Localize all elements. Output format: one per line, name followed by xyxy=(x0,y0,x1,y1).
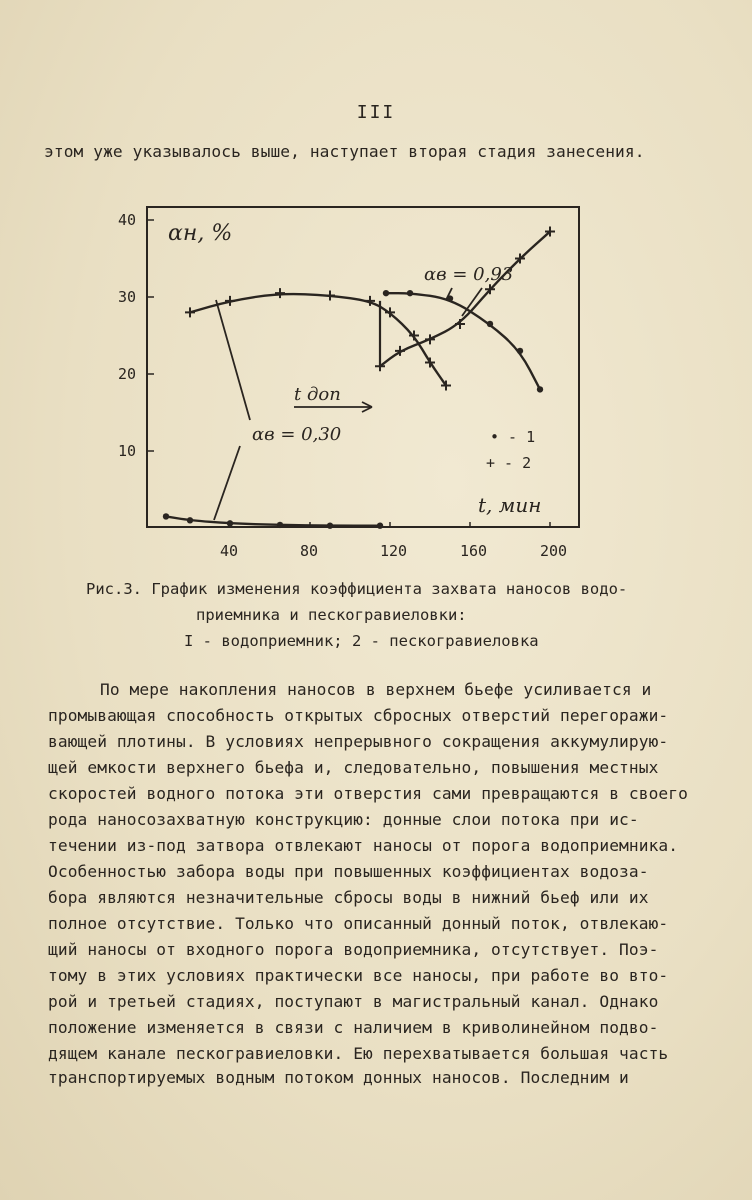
paragraph-line: вающей плотины. В условиях непрерывного сокращения аккумулирую- xyxy=(48,732,669,751)
data-point-plus xyxy=(275,288,285,298)
paragraph-line: полное отсутствие. Только что описанный донный поток, отвлекаю- xyxy=(48,914,669,933)
data-point-dot xyxy=(163,513,169,519)
data-point-plus xyxy=(455,319,465,329)
caption-line-1: Рис.3. График изменения коэффициента захвата наносов водо- xyxy=(86,580,628,598)
y-tick-label: 20 xyxy=(118,365,137,383)
paragraph-line: промывающая способность открытых сбросных отверстий перегоражи- xyxy=(48,706,669,725)
paragraph-line: щий наносы от входного порога водоприемника, отсутствует. Поэ- xyxy=(48,940,659,959)
paragraph-line: дящем канале пескогравиеловки. Ею перехватывается большая часть xyxy=(48,1044,669,1063)
annotation-alpha-low: αв = 0,30 xyxy=(252,424,342,445)
leader-line xyxy=(216,300,250,420)
caption-line-2: приемника и пескогравиеловки: xyxy=(196,606,467,624)
legend-entry-2: + - 2 xyxy=(486,454,532,472)
data-point-dot xyxy=(517,348,523,354)
paragraph-line: щей емкости верхнего бьефа и, следовательно, повышения местных xyxy=(48,758,659,777)
annotation-t-allowed: t доп xyxy=(294,384,341,405)
y-tick-label: 40 xyxy=(118,211,137,229)
page-number: III xyxy=(356,102,396,123)
x-tick-label: 80 xyxy=(300,542,319,560)
data-point-plus xyxy=(225,296,235,306)
legend-entry-1: • - 1 xyxy=(490,428,536,446)
data-point-dot xyxy=(327,522,333,528)
data-point-plus xyxy=(425,334,435,344)
data-point-dot xyxy=(383,290,389,296)
data-point-dot xyxy=(537,386,543,392)
x-tick-label: 160 xyxy=(460,542,488,560)
data-point-dot xyxy=(277,522,283,528)
data-point-dot xyxy=(407,290,413,296)
paragraph-line: скоростей водного потока эти отверстия сами превращаются в своего xyxy=(48,784,688,803)
data-point-dot xyxy=(187,517,193,523)
data-point-dot xyxy=(487,321,493,327)
annotation-alpha-high: αв = 0,93 xyxy=(424,264,514,285)
paragraph-line: положение изменяется в связи с наличием в криволинейном подво- xyxy=(48,1018,659,1037)
top-text-line: этом уже указывалось выше, наступает вторая стадия занесения. xyxy=(44,142,645,161)
series-line xyxy=(380,232,550,367)
paragraph-line: тому в этих условиях практически все наносы, при работе во вто- xyxy=(48,966,669,985)
series-line xyxy=(190,294,446,386)
data-point-dot xyxy=(227,520,233,526)
x-tick-label: 120 xyxy=(380,542,408,560)
data-point-plus xyxy=(325,290,335,300)
paragraph-line: Особенностью забора воды при повышенных коэффициентах водоза- xyxy=(48,862,649,881)
x-axis-label: t, мин xyxy=(478,493,542,517)
leader-line xyxy=(214,446,240,520)
paragraph-line: транспортируемых водным потоком донных наносов. Последним и xyxy=(48,1068,629,1087)
caption-line-3: I - водоприемник; 2 - пескогравиеловка xyxy=(184,632,539,650)
y-axis-label: αн, % xyxy=(168,221,233,246)
series-line xyxy=(386,293,540,389)
x-tick-label: 200 xyxy=(540,542,568,560)
paragraph-line: течении из-под затвора отвлекают наносы от порога водоприемника. xyxy=(48,836,679,855)
paragraph-line: По мере накопления наносов в верхнем бьефе усиливается и xyxy=(100,680,652,699)
data-point-plus xyxy=(185,307,195,317)
paragraph-line: бора являются незначительные сбросы воды в нижний бьеф или их xyxy=(48,888,649,907)
paragraph-line: рода наносозахватную конструкцию: донные слои потока при ис- xyxy=(48,810,639,829)
data-point-dot xyxy=(377,522,383,528)
x-tick-label: 40 xyxy=(220,542,239,560)
paragraph-line: рой и третьей стадиях, поступают в магистральный канал. Однако xyxy=(48,992,659,1011)
y-tick-label: 10 xyxy=(118,442,137,460)
y-tick-label: 30 xyxy=(118,288,137,306)
series-line xyxy=(166,516,380,525)
